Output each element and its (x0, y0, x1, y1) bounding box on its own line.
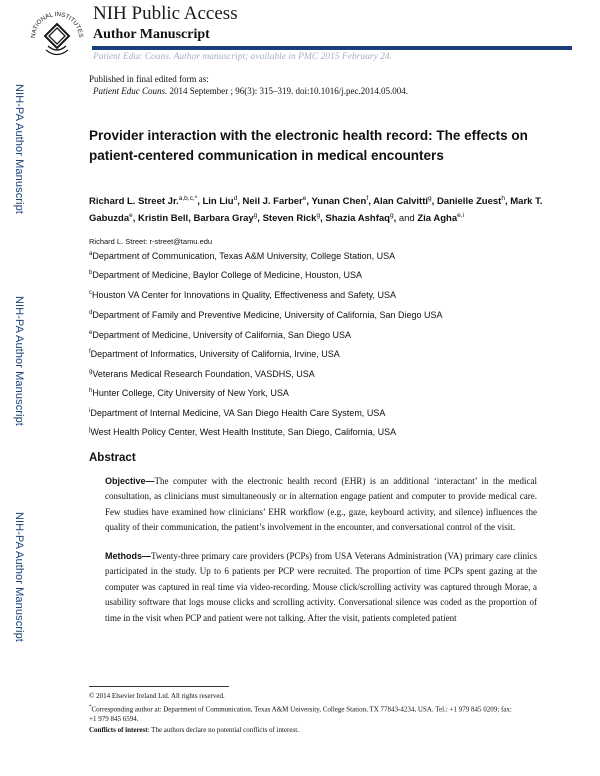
author: Barbara Gray$^g$ (193, 212, 258, 225)
correspondence-email: Richard L. Street: r-street@tamu.edu (89, 237, 213, 246)
citation (93, 86, 408, 96)
header-title: NIH Public Access (93, 3, 238, 24)
methods-text: Twenty-three primary care providers (PCPs) from USA Veterans Administration (VA) primary care clinics participated in the study. Up to 6 patients per PCP were recruited. The proportion of time PCPs spent gazing at the computer was captured in real time via video-recording. Mouse click/scrolling activity was captured through Morae, a usability software that logs mouse clicks and scrolling activity. Conversational silence was coded as the proportion of time in the visit when PCP and patient were not talking. After the visit, patients completed patient (105, 551, 537, 623)
copyright: © 2014 Elsevier Ireland Ltd. All rights reserved. (89, 692, 225, 700)
author: Yunan Chen$^f$ (311, 195, 369, 208)
nih-logo (28, 6, 86, 64)
affiliation: $^c$Houston VA Center for Innovations in Quality, Effectiveness and Safety, USA (89, 290, 396, 300)
header-rule (92, 46, 572, 50)
author: Alan Calvitti$^g$ (373, 195, 432, 208)
citation-journal: Patient Educ Couns. (93, 86, 168, 96)
corresponding-author: *Corresponding author at: Department of Communication, Texas A&M University, College Station, TX 77843-4234, USA. Tel.: +1 979 845 0209; fax: +1 979 845 6594. (89, 705, 512, 724)
affiliation: $^e$Department of Medicine, University of California, San Diego USA (89, 330, 351, 340)
author: Shazia Ashfaq$^g$ (325, 212, 394, 225)
methods-label: Methods— (105, 551, 151, 561)
author: Kristin Bell (138, 213, 189, 225)
side-label-3: NIH-PA Author Manuscript (13, 512, 25, 642)
author: Mark T. Gabuzda$^e$ (89, 196, 543, 225)
affiliation: $^d$Department of Family and Preventive Medicine, University of California, San Diego USA (89, 310, 443, 320)
affiliation: $^h$Hunter College, City University of New York, USA (89, 388, 289, 398)
side-label-2: NIH-PA Author Manuscript (13, 296, 25, 426)
logo-text: NATIONAL INSTITUTES (29, 10, 85, 39)
author: Neil J. Farber$^e$ (242, 195, 307, 208)
author: Lin Liu$^d$ (202, 195, 238, 208)
author: Zia Agha$^{e,i}$ (417, 212, 464, 225)
affiliation: $^g$Veterans Medical Research Foundation, VASDHS, USA (89, 369, 315, 379)
affiliation: $^a$Department of Communication, Texas A&M University, College Station, USA (89, 251, 396, 261)
eagle-icon (45, 24, 69, 55)
abstract-objective (105, 474, 537, 536)
abstract-methods (105, 549, 537, 626)
abstract-heading: Abstract (89, 452, 136, 464)
conflicts-of-interest: Conflicts of interest: The authors declare no potential conflicts of interest. (89, 726, 299, 734)
side-label-1: NIH-PA Author Manuscript (13, 84, 25, 214)
author: Danielle Zuest$^h$ (436, 195, 505, 208)
article-title: Provider interaction with the electronic health record: The effects on patient-centered communication in medical encounters (89, 128, 528, 163)
affiliation: $^j$West Health Policy Center, West Health Institute, San Diego, California, USA (89, 427, 397, 437)
author: Richard L. Street Jr.$^{a,b,c,*}$ (89, 195, 198, 208)
author-joiner: and (398, 213, 415, 225)
affiliation: $^b$Department of Medicine, Baylor College of Medicine, Houston, USA (89, 270, 362, 280)
header-subtitle: Author Manuscript (93, 27, 210, 42)
objective-label: Objective— (105, 476, 155, 486)
affiliation: $^i$Department of Internal Medicine, VA San Diego Health Care System, USA (89, 408, 386, 418)
affiliation: $^f$Department of Informatics, University of California, Irvine, USA (89, 349, 340, 359)
author: Steven Rick$^g$ (262, 212, 321, 225)
objective-text: The computer with the electronic health record (EHR) is an additional ‘interactant’ in the medical consultation, as clinicians must simultaneously or in alternation engage patient and computer to provide medical care. Few studies have examined how clinicians’ EHR workflow (e.g., gaze, keyboard activity, and silence) influences the quality of their communication, the patient’s involvement in the encounter, and conversational control of the visit. (105, 476, 537, 533)
published-in: Published in final edited form as: (89, 74, 209, 84)
author-list: Richard L. Street Jr.$^{a,b,c,*}$, Lin Liu$^d$, Neil J. Farber$^e$, Yunan Chen$^f$, Alan Calvitti$^g$, Danielle Zuest$^h$, Mark T. Gabuzda$^e$, Kristin Bell, Barbara Gray$^g$, Steven Rick$^g$, Shazia Ashfaq$^g$, and Zia Agha$^{e,i}$ (89, 195, 543, 225)
footnote-rule (89, 686, 229, 687)
journal-note: Patient Educ Couns. Author manuscript; available in PMC 2015 February 24. (93, 52, 393, 62)
citation-details: 2014 September ; 96(3): 315–319. doi:10.1016/j.pec.2014.05.004. (169, 86, 408, 96)
